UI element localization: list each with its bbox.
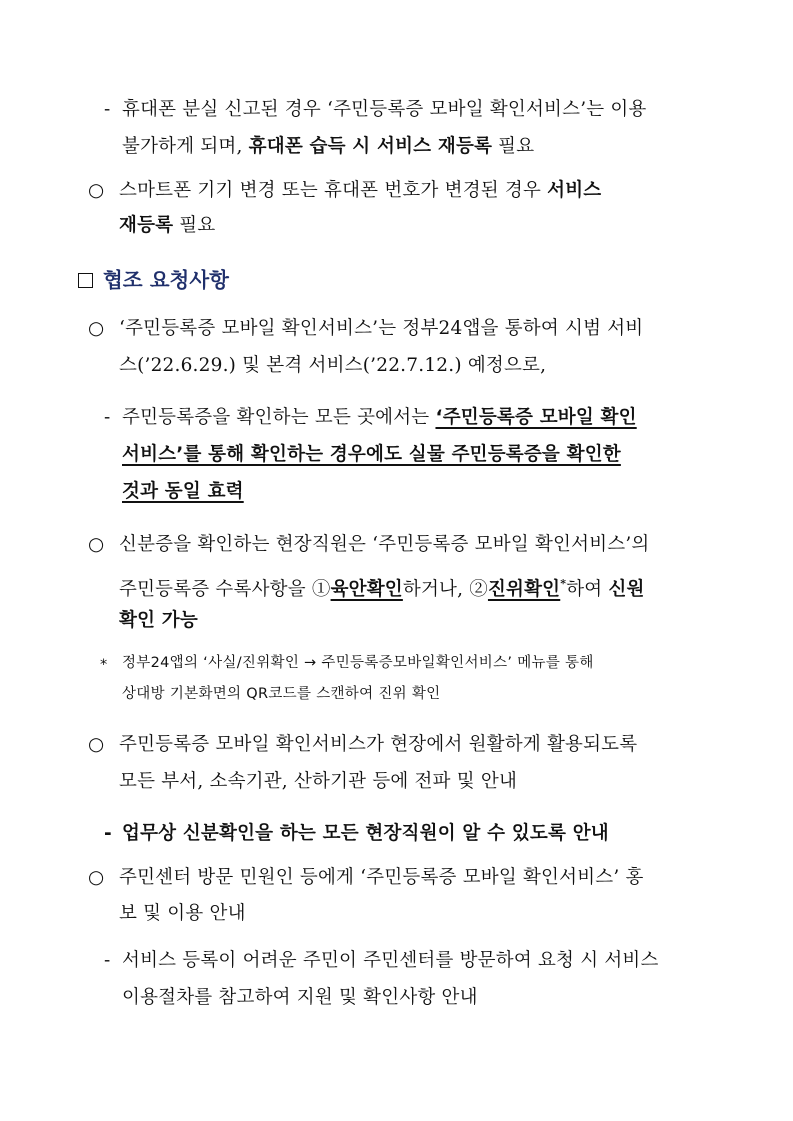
footnote-line: [122, 683, 440, 705]
bold-underlined-text: 육안확인: [330, 579, 403, 600]
checkbox-square-icon: [78, 273, 93, 288]
text-line: [119, 731, 637, 759]
bold-text: 확인 가능: [119, 610, 198, 631]
bold-text: 휴대폰 습득 시 서비스 재등록: [248, 136, 493, 157]
circle-bullet: ○: [88, 318, 105, 339]
text-line: [119, 607, 198, 635]
circle-bullet: ○: [88, 734, 105, 755]
text-line: [119, 315, 643, 343]
footnote-marker: *: [100, 657, 108, 673]
footnote-star: *: [560, 577, 567, 590]
text-line: [122, 96, 647, 124]
text-line: [122, 133, 534, 161]
text-line: [122, 947, 659, 975]
section-heading: [78, 265, 229, 295]
circle-bullet: ○: [88, 180, 105, 201]
footnote-line: [122, 652, 594, 674]
text-line: [122, 441, 621, 469]
text-line: [119, 352, 546, 380]
text-line: [119, 768, 517, 796]
text-run: 불가하게 되며,: [122, 136, 249, 157]
text-line: [119, 864, 644, 892]
text-line: [122, 820, 609, 848]
text-run: 보 및 이용 안내: [119, 903, 246, 924]
text-run: ‘주민등록증 모바일 확인서비스’는 정부24앱을 통하여 시범 서비: [119, 318, 644, 339]
bold-underlined-text: 서비스’를 통해 확인하는 경우에도 실물 주민등록증을 확인한: [122, 444, 621, 465]
text-line: [122, 478, 244, 506]
text-line: [119, 531, 649, 559]
section-title: 협조 요청사항: [103, 268, 229, 292]
text-run: 주민등록증을 확인하는 모든 곳에서는: [122, 407, 436, 428]
text-run: 하여: [566, 579, 609, 600]
bold-underlined-text: ‘주민등록증 모바일 확인: [435, 407, 637, 428]
text-run: 주민센터 방문 민원인 등에게 ‘주민등록증 모바일 확인서비스’ 홍: [119, 867, 644, 888]
text-run: 하거나, ②: [402, 579, 488, 600]
text-line: [119, 212, 215, 240]
text-run: 주민등록증 수록사항을 ①: [119, 579, 331, 600]
text-run: 주민등록증 모바일 확인서비스가 현장에서 원활하게 활용되도록: [119, 734, 638, 755]
text-run: 필요: [173, 215, 216, 236]
text-run: 스(’22.6.29.) 및 본격 서비스(’22.7.12.) 예정으로,: [119, 355, 547, 376]
text-run: 서비스 등록이 어려운 주민이 주민센터를 방문하여 요청 시 서비스: [122, 950, 659, 971]
circle-bullet: ○: [88, 534, 105, 555]
dash-bullet: -: [104, 950, 111, 971]
text-run: 정부24앱의 ‘사실/진위확인 → 주민등록증모바일확인서비스’ 메뉴를 통해: [122, 655, 594, 671]
bold-underlined-text: 것과 동일 효력: [122, 481, 244, 502]
text-line: [119, 177, 601, 205]
text-line: [122, 404, 637, 432]
text-line: [119, 900, 246, 928]
circle-bullet: ○: [88, 867, 105, 888]
dash-bullet: -: [104, 99, 111, 120]
text-run: 이용절차를 참고하여 지원 및 확인사항 안내: [122, 987, 478, 1008]
text-line: [122, 984, 478, 1012]
text-run: 모든 부서, 소속기관, 산하기관 등에 전파 및 안내: [119, 771, 518, 792]
text-run: 상대방 기본화면의 QR코드를 스캔하여 진위 확인: [122, 686, 441, 702]
text-run: 필요: [492, 136, 535, 157]
text-run: 신분증을 확인하는 현장직원은 ‘주민등록증 모바일 확인서비스’의: [119, 534, 650, 555]
text-run: 휴대폰 분실 신고된 경우 ‘주민등록증 모바일 확인서비스’는 이용: [122, 99, 647, 120]
dash-bullet: -: [104, 823, 112, 844]
bold-underlined-text: 진위확인: [487, 579, 561, 600]
bold-text: 재등록: [119, 215, 174, 236]
bold-text: 신원: [608, 579, 645, 600]
bold-text: 서비스: [547, 180, 602, 201]
text-run: 스마트폰 기기 변경 또는 휴대폰 번호가 변경된 경우: [119, 180, 548, 201]
dash-bullet: -: [104, 407, 111, 428]
text-line: [119, 570, 645, 604]
bold-text: 업무상 신분확인을 하는 모든 현장직원이 알 수 있도록 안내: [122, 823, 609, 844]
